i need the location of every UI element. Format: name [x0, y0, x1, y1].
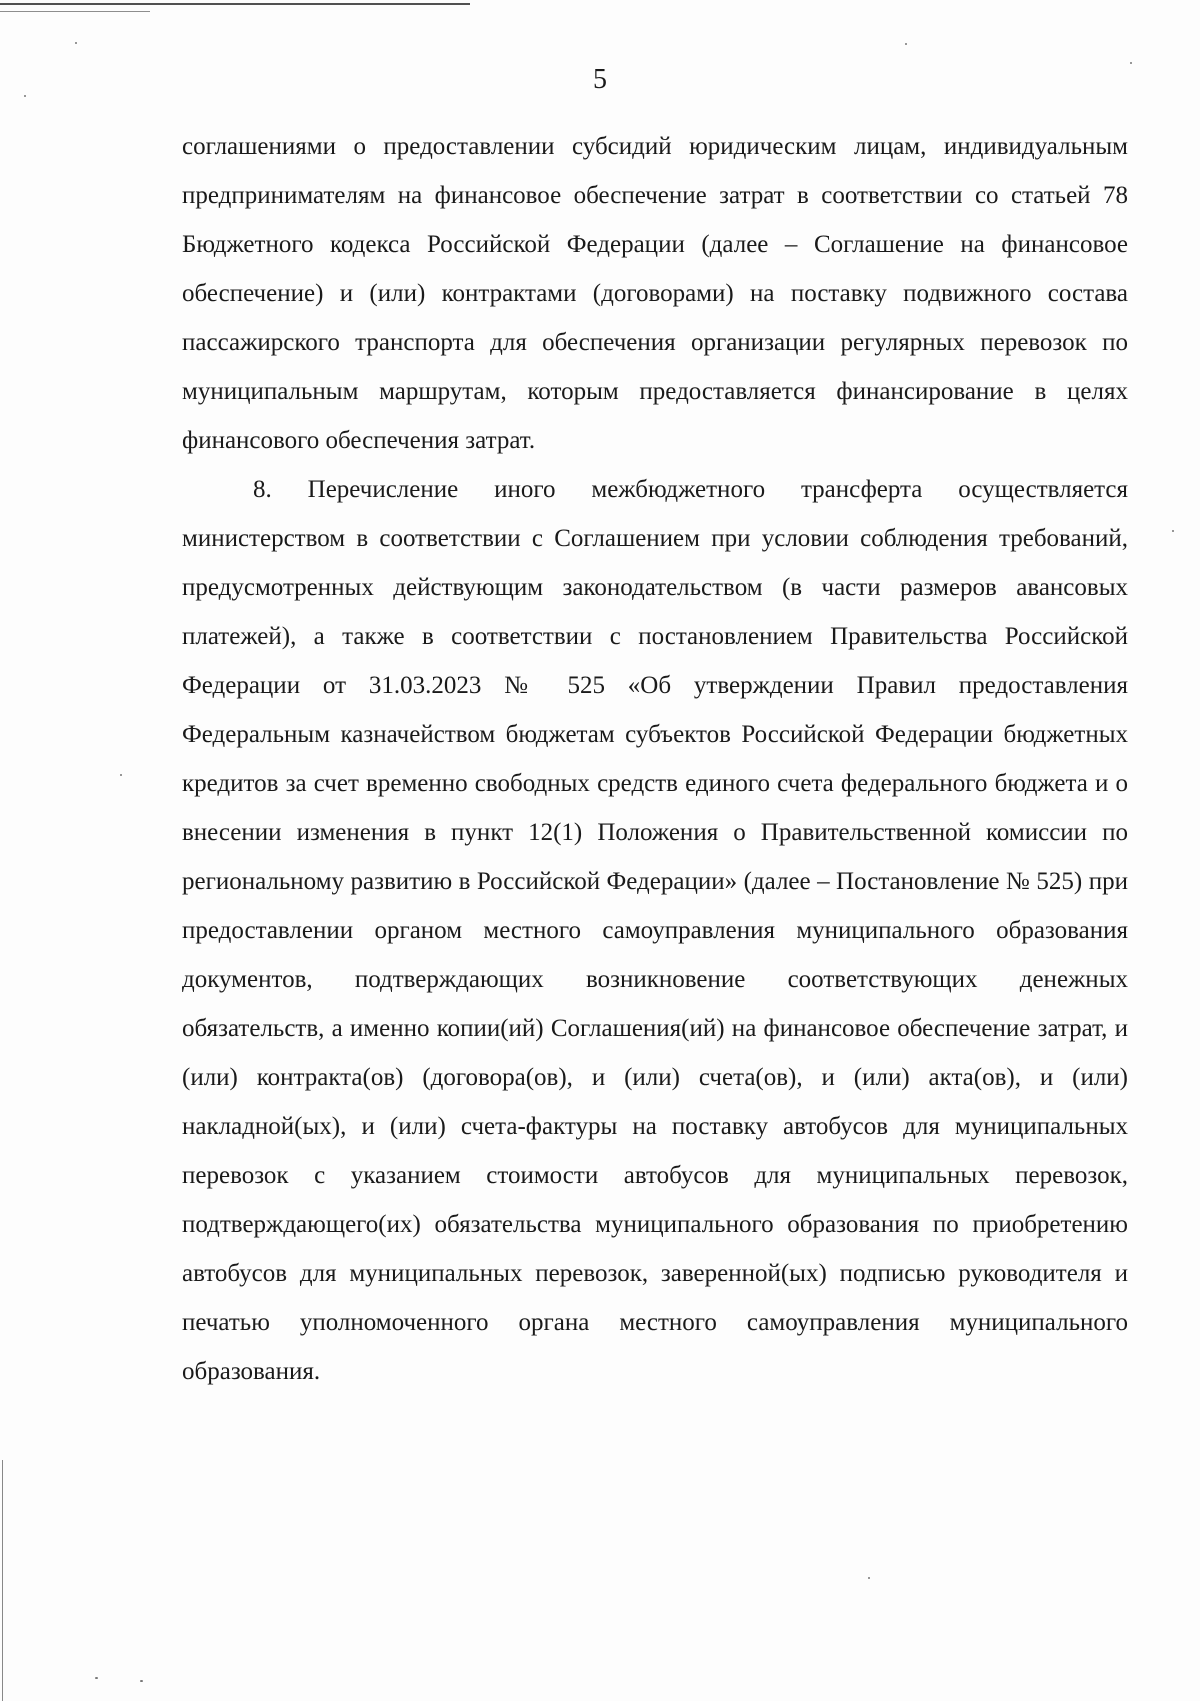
scan-speck — [140, 1680, 143, 1682]
scan-speck — [868, 1577, 870, 1579]
scan-speck — [95, 1677, 98, 1679]
paragraph-item-8: 8. Перечисление иного межбюджетного трансферта осуществляется министерством в соответствии с Соглашением при условии соблюдения требований, предусмотренных действующим законодательством (в части размеров авансовых платежей), а также в соответствии с постановлением Правительства Российской Федерации от 31.03.2023 № 525 «Об утверждении Правил предоставления Федеральным казначейством бюджетам субъектов Российской Федерации бюджетных кредитов за счет временно свободных средств единого счета федерального бюджета и о внесении изменения в пункт 12(1) Положения о Правительственной комиссии по региональному развитию в Российской Федерации» (далее – Постановление № 525) при предоставлении органом местного самоуправления муниципального образования документов, подтверждающих возникновение соответствующих денежных обязательств, а именно копии(ий) Соглашения(ий) на финансовое обеспечение затрат, и (или) контракта(ов) (договора(ов), и (или) счета(ов), и (или) акта(ов), и (или) накладной(ых), и (или) счета-фактуры на поставку автобусов для муниципальных перевозок с указанием стоимости автобусов для муниципальных перевозок, подтверждающего(их) обязательства муниципального образования по приобретению автобусов для муниципальных перевозок, заверенной(ых) подписью руководителя и печатью уполномоченного органа местного самоуправления муниципального образования. — [182, 476, 1128, 1385]
scan-speck — [120, 774, 122, 776]
scan-speck — [1172, 530, 1174, 532]
scan-artifact-line — [2, 1460, 3, 1701]
page-number: 5 — [593, 64, 607, 95]
scan-speck — [75, 42, 77, 44]
body-text — [182, 122, 1128, 1396]
scan-artifact-line — [0, 11, 150, 12]
scan-artifact-line — [0, 3, 470, 5]
paragraph-continuation: соглашениями о предоставлении субсидий юридическим лицам, индивидуальным предпринимателям на финансовое обеспечение затрат в соответствии со статьей 78 Бюджетного кодекса Российской Федерации (далее – Соглашение на финансовое обеспечение) и (или) контрактами (договорами) на поставку подвижного состава пассажирского транспорта для обеспечения организации регулярных перевозок по муниципальным маршрутам, которым предоставляется финансирование в целях финансового обеспечения затрат. — [182, 133, 1128, 454]
scan-speck — [905, 43, 907, 45]
